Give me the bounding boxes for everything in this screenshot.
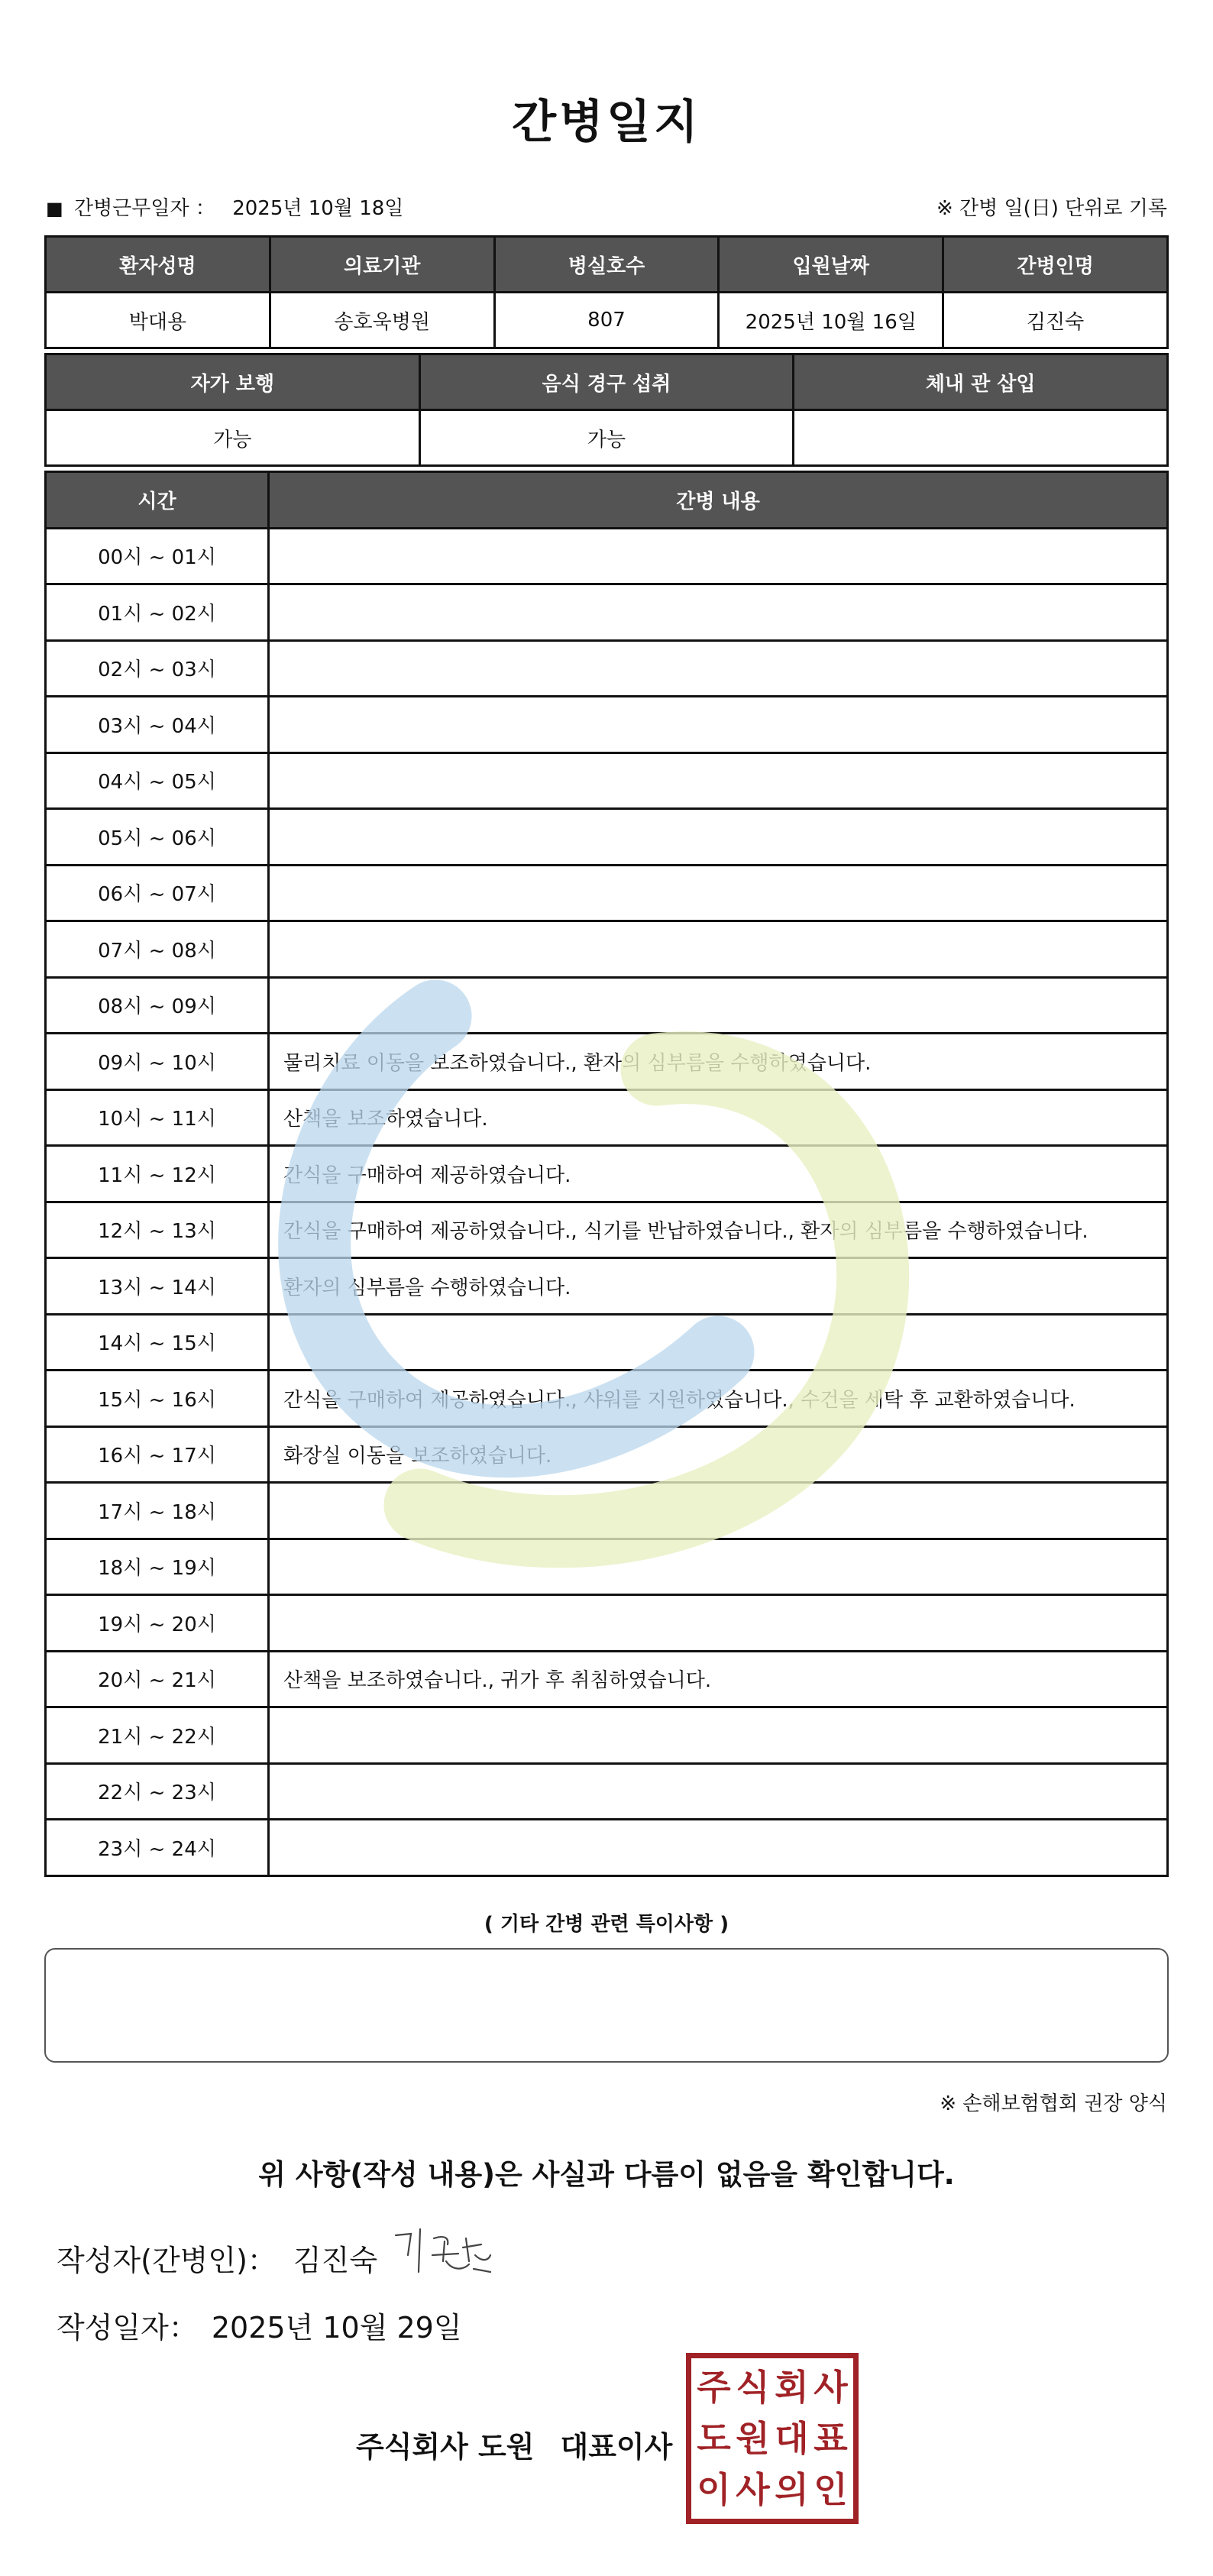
care-content-cell: 물리치료 이동을 보조하였습니다., 환자의 심부름을 수행하였습니다. (269, 1034, 1168, 1090)
care-content-cell (269, 697, 1168, 753)
care-content-cell: 산책을 보조하였습니다. (269, 1089, 1168, 1146)
patient-status-header-row (46, 354, 1168, 410)
square-marker-icon: ■ (46, 198, 63, 219)
caregiver-name-value: 김진숙 (943, 293, 1168, 348)
care-content-cell: 환자의 심부름을 수행하였습니다. (269, 1258, 1168, 1315)
time-slot-cell: 16시 ~ 17시 (46, 1426, 269, 1483)
care-content-cell: 간식을 구매하여 제공하였습니다., 식기를 반납하였습니다., 환자의 심부름을 수행하였습니다. (269, 1202, 1168, 1258)
care-log-row (46, 1258, 1168, 1315)
seal-character: 회 (775, 2366, 809, 2408)
seal-character: 대 (775, 2417, 809, 2459)
care-log-row (46, 1202, 1168, 1258)
seal-character: 의 (775, 2469, 809, 2511)
care-log-row (46, 640, 1168, 697)
company-seal-stamp (686, 2353, 859, 2524)
care-log-row (46, 697, 1168, 753)
care-content-cell: 화장실 이동을 보조하였습니다. (269, 1426, 1168, 1483)
care-log-row (46, 1483, 1168, 1539)
care-log-row (46, 1146, 1168, 1202)
care-content-cell (269, 1539, 1168, 1595)
care-log-row (46, 865, 1168, 921)
care-log-row (46, 584, 1168, 641)
care-content-cell (269, 528, 1168, 584)
time-slot-cell: 18시 ~ 19시 (46, 1539, 269, 1595)
care-content-cell (269, 640, 1168, 697)
admission-date-header: 입원날짜 (719, 237, 943, 293)
room-number-header: 병실호수 (494, 237, 719, 293)
seal-character: 표 (814, 2417, 848, 2459)
seal-character: 주 (697, 2366, 731, 2408)
work-date-value: 2025년 10월 18일 (232, 197, 404, 220)
seal-character: 도 (697, 2417, 731, 2459)
self-walking-value: 가능 (46, 410, 420, 466)
daily-record-note: ※ 간병 일(日) 단위로 기록 (936, 197, 1167, 220)
time-slot-cell: 23시 ~ 24시 (46, 1820, 269, 1876)
document-title: 간병일지 (512, 95, 701, 149)
time-slot-cell: 14시 ~ 15시 (46, 1314, 269, 1371)
oral-intake-header: 음식 경구 섭취 (419, 354, 794, 410)
time-slot-cell: 03시 ~ 04시 (46, 697, 269, 753)
time-slot-cell: 13시 ~ 14시 (46, 1258, 269, 1315)
time-slot-cell: 15시 ~ 16시 (46, 1371, 269, 1427)
hospital-header: 의료기관 (270, 237, 494, 293)
seal-character: 원 (736, 2417, 770, 2459)
care-content-cell (269, 865, 1168, 921)
time-slot-cell: 21시 ~ 22시 (46, 1707, 269, 1764)
care-log-row (46, 1820, 1168, 1876)
care-content-cell (269, 1314, 1168, 1371)
time-slot-cell: 01시 ~ 02시 (46, 584, 269, 641)
care-log-row (46, 1707, 1168, 1764)
care-content-header: 간병 내용 (269, 472, 1168, 529)
admission-date-value: 2025년 10월 16일 (719, 293, 943, 348)
oral-intake-value: 가능 (419, 410, 794, 466)
care-content-cell (269, 1483, 1168, 1539)
time-slot-cell: 04시 ~ 05시 (46, 752, 269, 809)
handwritten-signature (390, 2225, 497, 2286)
care-content-cell: 간식을 구매하여 제공하였습니다., 샤워를 지원하였습니다., 수건을 세탁 후 교환하였습니다. (269, 1371, 1168, 1427)
care-content-cell (269, 752, 1168, 809)
care-log-row (46, 809, 1168, 866)
care-content-cell (269, 809, 1168, 866)
writer-label: 작성자(간병인)： (57, 2244, 277, 2277)
time-slot-cell: 12시 ~ 13시 (46, 1202, 269, 1258)
time-header: 시간 (46, 472, 269, 529)
care-log-table (44, 471, 1169, 1877)
seal-character: 사 (814, 2366, 848, 2408)
care-content-cell (269, 1595, 1168, 1652)
care-log-row (46, 921, 1168, 978)
patient-status-value-row (46, 410, 1168, 466)
written-date-value: 2025년 10월 29일 (211, 2311, 462, 2345)
time-slot-cell: 22시 ~ 23시 (46, 1763, 269, 1820)
care-content-cell (269, 1763, 1168, 1820)
care-content-cell (269, 977, 1168, 1034)
care-log-row (46, 528, 1168, 584)
patient-info-value-row (46, 293, 1168, 348)
time-slot-cell: 06시 ~ 07시 (46, 865, 269, 921)
caregiver-name-header: 간병인명 (943, 237, 1168, 293)
seal-character: 식 (736, 2366, 770, 2408)
remarks-box (44, 1948, 1169, 2063)
work-date-line (46, 193, 403, 221)
self-walking-header: 자가 보행 (46, 354, 420, 410)
time-slot-cell: 09시 ~ 10시 (46, 1034, 269, 1090)
time-slot-cell: 00시 ~ 01시 (46, 528, 269, 584)
patient-status-table (44, 353, 1169, 467)
care-log-row (46, 1314, 1168, 1371)
patient-info-header-row (46, 237, 1168, 293)
remarks-title: ( 기타 간병 관련 특이사항 ) (484, 1913, 729, 1936)
hospital-value: 송호욱병원 (270, 293, 494, 348)
care-content-cell (269, 921, 1168, 978)
time-slot-cell: 11시 ~ 12시 (46, 1146, 269, 1202)
time-slot-cell: 17시 ~ 18시 (46, 1483, 269, 1539)
time-slot-cell: 19시 ~ 20시 (46, 1595, 269, 1652)
representative-title: 대표이사 (560, 2430, 673, 2464)
care-log-row (46, 752, 1168, 809)
tube-insertion-value (794, 410, 1168, 466)
patient-name-header: 환자성명 (46, 237, 270, 293)
time-slot-cell: 08시 ~ 09시 (46, 977, 269, 1034)
work-date-label: 간병근무일자 ： (73, 197, 215, 220)
tube-insertion-header: 체내 관 삽입 (794, 354, 1168, 410)
care-content-cell (269, 584, 1168, 641)
written-date-label: 작성일자： (57, 2311, 198, 2345)
writer-line (57, 2237, 377, 2279)
care-log-row (46, 1763, 1168, 1820)
care-content-cell (269, 1707, 1168, 1764)
patient-name-value: 박대용 (46, 293, 270, 348)
care-content-cell (269, 1820, 1168, 1876)
recommendation-note: ※ 손해보험협회 권장 양식 (940, 2092, 1167, 2115)
written-date-line (57, 2304, 462, 2346)
time-slot-cell: 05시 ~ 06시 (46, 809, 269, 866)
care-log-row (46, 1651, 1168, 1707)
seal-character: 사 (736, 2469, 770, 2511)
time-slot-cell: 02시 ~ 03시 (46, 640, 269, 697)
care-content-cell: 간식을 구매하여 제공하였습니다. (269, 1146, 1168, 1202)
seal-character: 이 (697, 2469, 731, 2511)
company-name: 주식회사 도원 (356, 2430, 535, 2464)
care-log-body (46, 528, 1168, 1875)
time-slot-cell: 20시 ~ 21시 (46, 1651, 269, 1707)
care-log-row (46, 1426, 1168, 1483)
time-slot-cell: 10시 ~ 11시 (46, 1089, 269, 1146)
confirmation-statement: 위 사항(작성 내용)은 사실과 다름이 없음을 확인합니다. (258, 2158, 955, 2191)
care-log-row (46, 1371, 1168, 1427)
care-log-row (46, 1595, 1168, 1652)
time-slot-cell: 07시 ~ 08시 (46, 921, 269, 978)
care-log-header-row (46, 472, 1168, 529)
patient-info-table (44, 235, 1169, 349)
seal-character: 인 (814, 2469, 848, 2511)
care-log-row (46, 1034, 1168, 1090)
room-number-value: 807 (494, 293, 719, 348)
care-log-row (46, 977, 1168, 1034)
care-content-cell: 산책을 보조하였습니다., 귀가 후 취침하였습니다. (269, 1651, 1168, 1707)
company-line (356, 2423, 672, 2465)
care-log-row (46, 1089, 1168, 1146)
care-log-row (46, 1539, 1168, 1595)
writer-name: 김진숙 (293, 2244, 378, 2277)
